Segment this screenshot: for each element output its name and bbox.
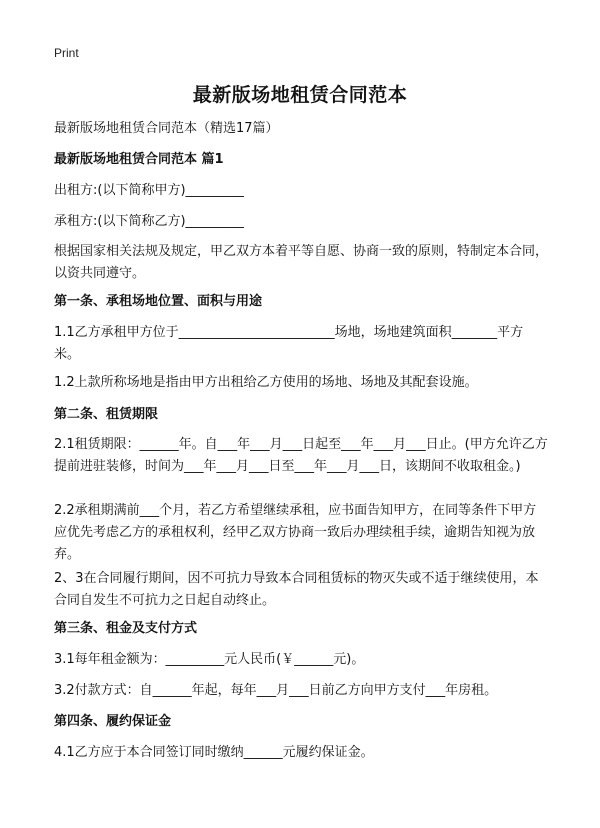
article1-clause2: 1.2上款所称场地是指由甲方出租给乙方使用的场地、场地及其配套设施。 bbox=[54, 375, 478, 390]
article3-heading: 第三条、租金及支付方式 bbox=[54, 621, 198, 636]
section-heading: 最新版场地租赁合同范本 篇1 bbox=[54, 152, 224, 167]
document-title: 最新版场地租赁合同范本 bbox=[192, 84, 408, 106]
article2-heading: 第二条、租赁期限 bbox=[54, 407, 159, 422]
article4-clause1: 4.1乙方应于本合同签订同时缴纳______元履约保证金。 bbox=[54, 745, 374, 760]
article1-clause1: 1.1乙方承租甲方位于________________________场地，场地建筑面积_______平方米。 bbox=[54, 325, 524, 362]
article3-clause2: 3.2付款方式：自______年起，每年___月___日前乙方向甲方支付___年房租。 bbox=[54, 683, 498, 698]
lessee-line: 承租方:(以下简称乙方)_________ bbox=[54, 214, 245, 229]
intro-paragraph: 根据国家相关法规及规定，甲乙双方本着平等自愿、协商一致的原则，特制定本合同，以资共同遵守。 bbox=[54, 244, 549, 281]
article1-heading: 第一条、承租场地位置、面积与用途 bbox=[54, 294, 263, 309]
article4-heading: 第四条、履约保证金 bbox=[54, 714, 172, 729]
article2-clause2: 2.2承租期满前___个月，若乙方希望继续承租，应书面告知甲方，在同等条件下甲方应优先考虑乙方的承租权利，经甲乙双方协商一致后办理续租手续，逾期告知视为放弃。 bbox=[54, 503, 537, 562]
document-subtitle: 最新版场地租赁合同范本（精选17篇） bbox=[54, 121, 279, 136]
print-label: Print bbox=[54, 46, 79, 60]
lessor-line: 出租方:(以下简称甲方)_________ bbox=[54, 183, 245, 198]
article2-clause3: 2、3在合同履行期间，因不可抗力导致本合同租赁标的物灭失或不适于继续使用，本合同自发生不可抗力之日起自动终止。 bbox=[54, 571, 539, 608]
article2-clause1: 2.1租赁期限：______年。自___年___月___日起至___年___月___日止。(甲方允许乙方提前进驻装修，时间为___年___月___日至___年___月___日，该期间不收取租金。) bbox=[54, 437, 548, 474]
article3-clause1: 3.1每年租金额为：_________元人民币(￥______元)。 bbox=[54, 652, 365, 667]
